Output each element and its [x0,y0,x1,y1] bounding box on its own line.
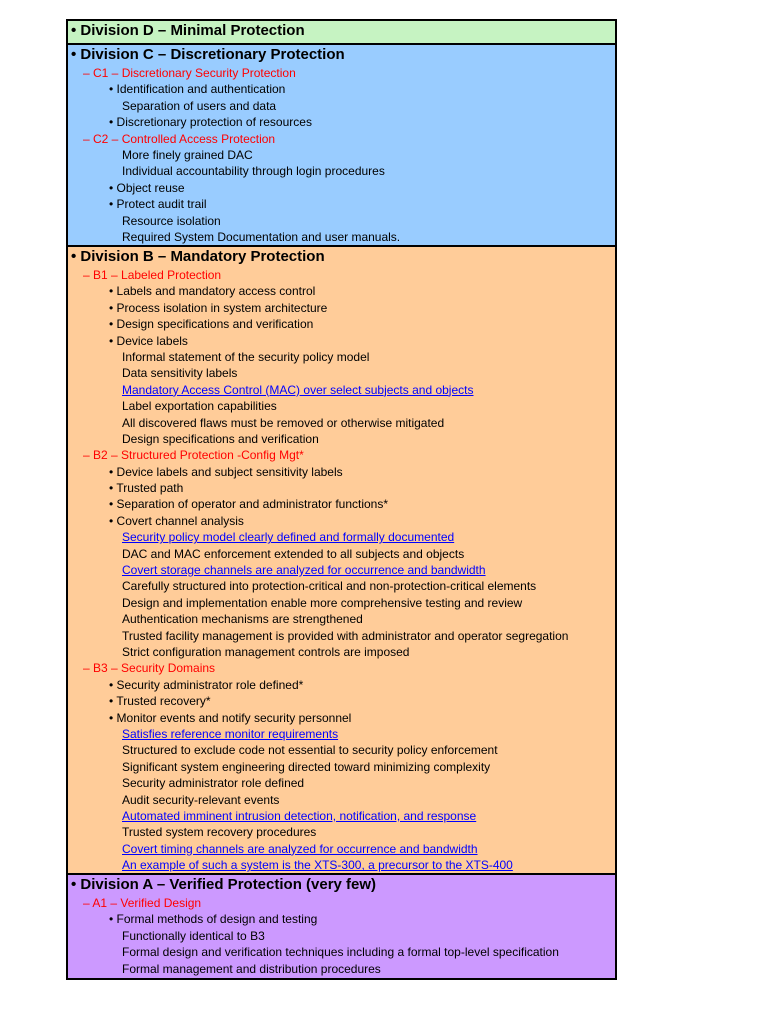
requirement-link-row [71,857,615,873]
requirement-link[interactable]: Mandatory Access Control (MAC) over select subjects and objects [122,382,474,397]
class-heading: – A1 – Verified Design [83,896,202,910]
class-heading: – B3 – Security Domains [83,661,216,676]
requirement-bullet: • Security administrator role defined* [109,677,304,692]
requirement-bullet: • Device labels and subject sensitivity labels [109,464,343,479]
requirement-detail: Functionally identical to B3 [122,928,265,943]
requirement-bullet: • Process isolation in system architecture [109,300,328,315]
requirement-bullet: • Object reuse [109,180,185,195]
protection-divisions-table [66,19,617,980]
requirement-link[interactable]: Security policy model clearly defined and formally documented [122,530,455,545]
division-b-title: • Division B – Mandatory Protection [71,248,325,265]
class-heading: – B2 – Structured Protection -Config Mgt* [83,448,304,463]
requirement-detail: Strict configuration management controls are imposed [122,644,410,659]
requirement-link-row [71,529,615,545]
requirement-link-row [71,562,615,578]
division-a-title: • Division A – Verified Protection (very few) [71,876,377,893]
requirement-link-row [71,382,615,398]
requirement-detail: Separation of users and data [122,98,277,113]
requirement-bullet: • Device labels [109,333,188,348]
class-heading: – C1 – Discretionary Security Protection [83,66,296,80]
requirement-detail: Formal management and distribution procedures [122,961,381,976]
requirement-bullet: • Monitor events and notify security personnel [109,710,352,725]
requirement-detail: Audit security-relevant events [122,792,280,807]
requirement-detail: All discovered flaws must be removed or otherwise mitigated [122,415,445,430]
requirement-detail: Label exportation capabilities [122,399,277,414]
requirement-link[interactable]: Covert timing channels are analyzed for occurrence and bandwidth [122,841,478,856]
division-d-section [68,21,615,43]
requirement-detail: More finely grained DAC [122,147,253,162]
requirement-link[interactable]: An example of such a system is the XTS-300, a precursor to the XTS-400 [122,858,513,873]
requirement-bullet: • Separation of operator and administrator functions* [109,497,389,512]
requirement-bullet: • Trusted recovery* [109,694,211,709]
requirement-link[interactable]: Satisfies reference monitor requirements [122,726,339,741]
requirement-bullet: • Protect audit trail [109,197,207,212]
division-a-section [68,873,615,978]
division-b-section [68,245,615,873]
division-c-section [68,43,615,245]
requirement-detail: Data sensitivity labels [122,366,238,381]
requirement-bullet: • Labels and mandatory access control [109,284,316,299]
requirement-detail: Required System Documentation and user manuals. [122,229,401,244]
division-d-title: • Division D – Minimal Protection [71,22,305,39]
requirement-detail: DAC and MAC enforcement extended to all subjects and objects [122,546,465,561]
requirement-link-row [71,808,615,824]
requirement-detail: Trusted system recovery procedures [122,825,317,840]
requirement-detail: Significant system engineering directed toward minimizing complexity [122,759,491,774]
requirement-detail: Carefully structured into protection-critical and non-protection-critical elements [122,579,537,594]
requirement-bullet: • Identification and authentication [109,82,286,97]
requirement-bullet: • Trusted path [109,481,184,496]
division-c-title: • Division C – Discretionary Protection [71,46,345,63]
class-heading: – C2 – Controlled Access Protection [83,131,276,146]
requirement-detail: Formal design and verification techniques including a formal top-level specification [122,945,559,960]
requirement-detail: Informal statement of the security policy model [122,349,370,364]
requirement-link-row [71,841,615,857]
requirement-detail: Structured to exclude code not essential to security policy enforcement [122,743,498,758]
requirement-detail: Authentication mechanisms are strengthened [122,612,363,627]
requirement-detail: Design and implementation enable more comprehensive testing and review [122,595,523,610]
requirement-link-row [71,726,615,742]
requirement-link[interactable]: Covert storage channels are analyzed for occurrence and bandwidth [122,563,486,578]
requirement-detail: Individual accountability through login procedures [122,164,385,179]
requirement-bullet: • Discretionary protection of resources [109,115,312,130]
requirement-detail: Trusted facility management is provided with administrator and operator segregation [122,628,569,643]
requirement-detail: Security administrator role defined [122,776,305,791]
requirement-bullet: • Formal methods of design and testing [109,912,318,927]
requirement-detail: Design specifications and verification [122,431,319,446]
class-heading: – B1 – Labeled Protection [83,268,222,282]
requirement-link[interactable]: Automated imminent intrusion detection, notification, and response [122,808,477,823]
requirement-bullet: • Covert channel analysis [109,513,244,528]
requirement-bullet: • Design specifications and verification [109,317,314,332]
requirement-detail: Resource isolation [122,213,221,228]
